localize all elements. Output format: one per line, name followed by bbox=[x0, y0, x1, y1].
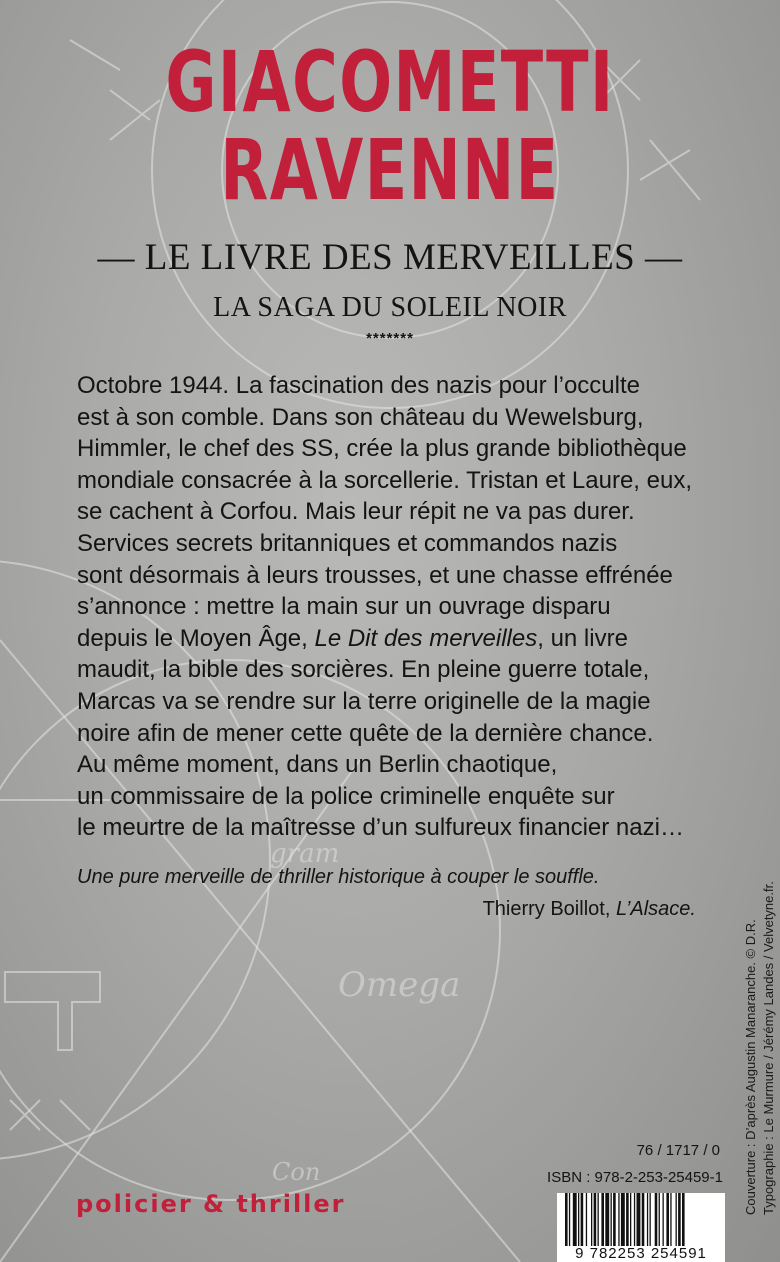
barcode bbox=[557, 1193, 725, 1262]
synopsis-line: le meurtre de la maîtresse d’un sulfureux financier nazi… bbox=[77, 814, 684, 842]
cover-credits bbox=[742, 835, 780, 1215]
barcode-bar bbox=[682, 1193, 685, 1247]
catalog-code: 76 / 1717 / 0 bbox=[636, 1142, 720, 1159]
synopsis-line bbox=[77, 623, 737, 655]
synopsis-line: un commissaire de la police criminelle enquête sur bbox=[77, 782, 615, 810]
synopsis bbox=[77, 370, 737, 844]
series-name: LA SAGA DU SOLEIL NOIR bbox=[213, 292, 567, 323]
synopsis-line: noire afin de mener cette quête de la dernière chance. bbox=[77, 719, 654, 747]
barcode-bar bbox=[598, 1193, 599, 1247]
barcode-bar bbox=[573, 1193, 577, 1247]
barcode-bar bbox=[642, 1193, 645, 1247]
barcode-bar bbox=[594, 1193, 597, 1247]
barcode-bar bbox=[611, 1193, 612, 1247]
barcode-bar bbox=[637, 1193, 641, 1247]
barcode-digits: 9 782253 254591 bbox=[557, 1246, 725, 1262]
barcode-bar bbox=[621, 1193, 625, 1247]
synopsis-line: Au même moment, dans un Berlin chaotique, bbox=[77, 751, 558, 779]
synopsis-line: Services secrets britanniques et commandos nazis bbox=[77, 529, 618, 557]
scrawl-omega: Omega bbox=[338, 965, 461, 1005]
barcode-bar bbox=[586, 1193, 587, 1247]
author-name-1: GIACOMETTI bbox=[165, 33, 615, 131]
typography-credit-line: Typographie : Le Murmure / Jérémy Landes / Velvetyne.fr. bbox=[761, 881, 776, 1215]
scrawl-con: Con bbox=[272, 1158, 321, 1186]
isbn-number: ISBN : 978-2-253-25459-1 bbox=[547, 1169, 723, 1186]
barcode-bar bbox=[659, 1193, 660, 1247]
barcode-bar bbox=[647, 1193, 648, 1247]
barcode-bar bbox=[666, 1193, 669, 1247]
synopsis-line: se cachent à Corfou. Mais leur répit ne va pas durer. bbox=[77, 498, 635, 526]
barcode-bar bbox=[676, 1193, 677, 1247]
barcode-bar bbox=[581, 1193, 584, 1247]
synopsis-line: maudit, la bible des sorcières. En pleine guerre totale, bbox=[77, 656, 650, 684]
synopsis-line: Marcas va se rendre sur la terre originelle de la magie bbox=[77, 687, 651, 715]
series-ornament: ******* bbox=[366, 330, 414, 347]
cited-work-title: Le Dit des merveilles bbox=[314, 624, 538, 652]
barcode-bar bbox=[630, 1193, 631, 1247]
collection-label: policier & thriller bbox=[76, 1190, 346, 1218]
barcode-bar bbox=[626, 1193, 629, 1247]
review-author: Thierry Boillot, bbox=[482, 898, 616, 920]
synopsis-text: , un livre bbox=[537, 624, 628, 652]
synopsis-line: sont désormais à leurs trousses, et une chasse effrénée bbox=[77, 561, 673, 589]
synopsis-line: mondiale consacrée à la sorcellerie. Tristan et Laure, eux, bbox=[77, 466, 692, 494]
barcode-bar bbox=[569, 1193, 570, 1247]
review-attribution bbox=[483, 895, 696, 923]
barcode-bar bbox=[655, 1193, 658, 1247]
barcode-bar bbox=[605, 1193, 609, 1247]
barcode-bar bbox=[634, 1193, 635, 1247]
review-quote: Une pure merveille de thriller historique à couper le souffle. bbox=[77, 866, 600, 888]
synopsis-text: depuis le Moyen Âge, bbox=[77, 624, 315, 652]
barcode-bar bbox=[591, 1193, 592, 1247]
barcode-bar bbox=[613, 1193, 616, 1247]
scrawl-gram: gram bbox=[270, 839, 340, 869]
cover-credit-line: Couverture : D’après Augustin Manaranche. © D.R. bbox=[743, 919, 758, 1215]
review-source: L’Alsace. bbox=[615, 898, 696, 920]
author-name-2: RAVENNE bbox=[220, 121, 560, 219]
barcode-bar bbox=[670, 1193, 671, 1247]
barcode-bar bbox=[650, 1193, 651, 1247]
barcode-bar bbox=[618, 1193, 619, 1247]
synopsis-line: s’annonce : mettre la main sur un ouvrage disparu bbox=[77, 593, 611, 621]
barcode-bars bbox=[557, 1193, 725, 1249]
book-title: — LE LIVRE DES MERVEILLES — bbox=[97, 237, 683, 278]
barcode-bar bbox=[578, 1193, 579, 1247]
barcode-bar bbox=[678, 1193, 681, 1247]
barcode-bar bbox=[663, 1193, 664, 1247]
synopsis-line: est à son comble. Dans son château du Wewelsburg, bbox=[77, 403, 644, 431]
synopsis-line: Octobre 1944. La fascination des nazis pour l’occulte bbox=[77, 372, 641, 399]
synopsis-line: Himmler, le chef des SS, crée la plus grande bibliothèque bbox=[77, 435, 687, 463]
barcode-bar bbox=[601, 1193, 604, 1247]
barcode-bar bbox=[565, 1193, 568, 1247]
